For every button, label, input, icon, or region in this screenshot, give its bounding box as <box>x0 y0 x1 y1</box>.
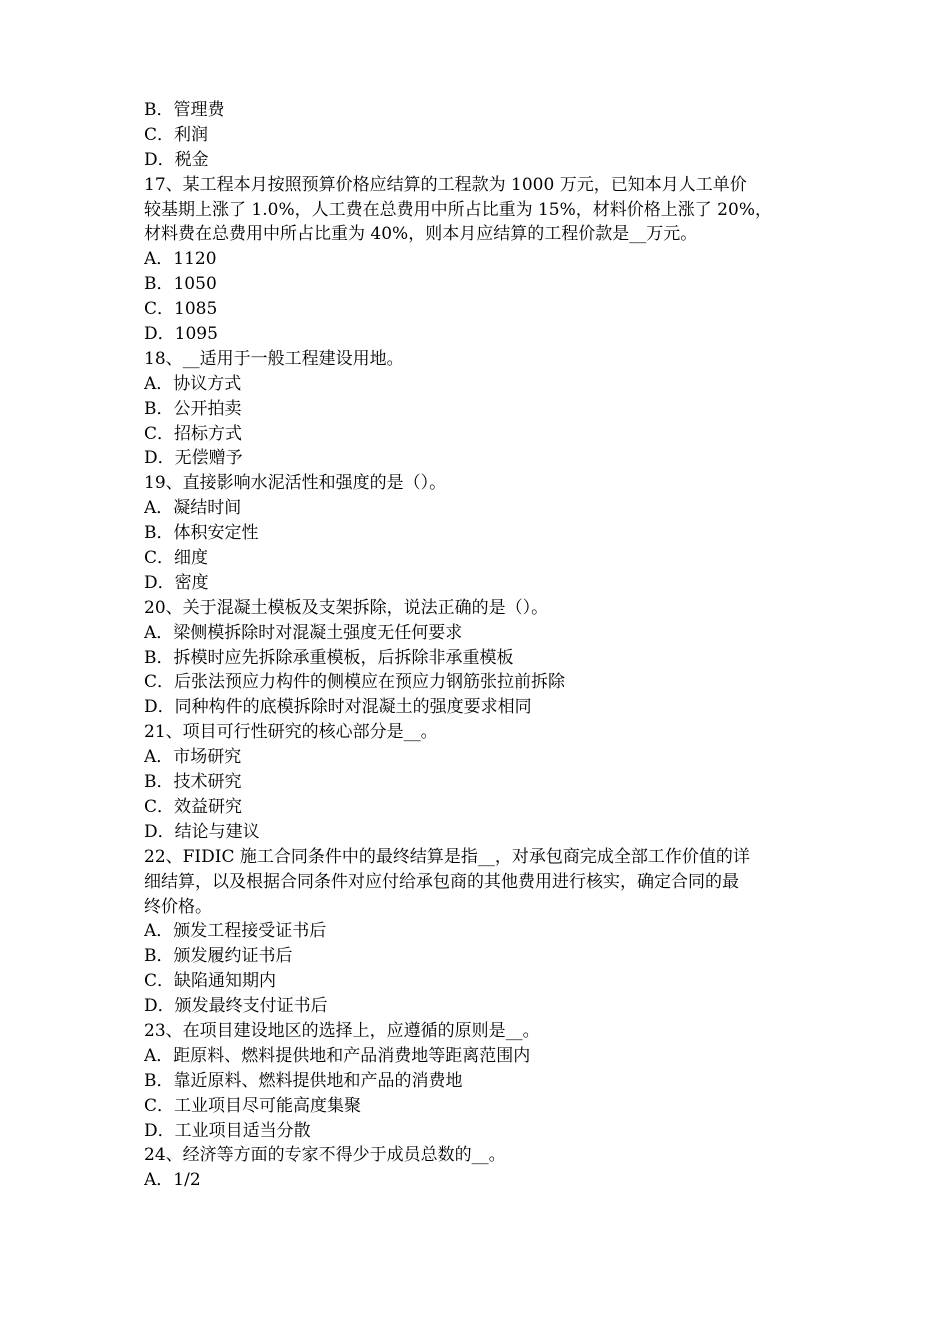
option-line: D．税金 <box>144 149 209 170</box>
question-line: 细结算，以及根据合同条件对应付给承包商的其他费用进行核实，确定合同的最 <box>144 871 739 892</box>
question-line: 24、经济等方面的专家不得少于成员总数的__。 <box>144 1145 506 1166</box>
option-line: A．1/2 <box>144 1170 201 1191</box>
option-line: C．细度 <box>144 548 209 569</box>
option-line: B．体积安定性 <box>144 523 259 544</box>
option-line: C．1085 <box>144 299 218 320</box>
question-line: 21、项目可行性研究的核心部分是__。 <box>144 722 438 743</box>
option-line: A．梁侧模拆除时对混凝土强度无任何要求 <box>144 622 463 643</box>
option-line: A．凝结时间 <box>144 498 242 519</box>
option-line: A．颁发工程接受证书后 <box>144 921 327 942</box>
option-line: D．工业项目适当分散 <box>144 1120 311 1141</box>
option-line: D．结论与建议 <box>144 821 260 842</box>
document-page <box>144 98 810 1193</box>
option-line: C．缺陷通知期内 <box>144 971 277 992</box>
option-line: C．利润 <box>144 124 209 145</box>
option-line: D．同种构件的底模拆除时对混凝土的强度要求相同 <box>144 697 532 718</box>
question-line: 18、__适用于一般工程建设用地。 <box>144 348 404 369</box>
question-line: 19、直接影响水泥活性和强度的是（）。 <box>144 473 447 494</box>
option-line: B．拆模时应先拆除承重模板，后拆除非承重模板 <box>144 647 514 668</box>
option-line: D．无偿赠予 <box>144 448 243 469</box>
option-line: A．1120 <box>144 249 217 270</box>
question-line: 材料费在总费用中所占比重为 40%，则本月应结算的工程价款是__万元。 <box>144 224 698 245</box>
option-line: B．靠近原料、燃料提供地和产品的消费地 <box>144 1070 463 1091</box>
option-line: D．颁发最终支付证书后 <box>144 996 328 1017</box>
option-line: B．颁发履约证书后 <box>144 946 293 967</box>
option-line: C．效益研究 <box>144 796 243 817</box>
question-line: 17、某工程本月按照预算价格应结算的工程款为 1000 万元，已知本月人工单价 <box>144 174 747 195</box>
question-line: 23、在项目建设地区的选择上，应遵循的原则是__。 <box>144 1020 540 1041</box>
question-line: 较基期上涨了 1.0%，人工费在总费用中所占比重为 15%，材料价格上涨了 20%， <box>144 199 772 220</box>
question-line: 终价格。 <box>144 896 212 917</box>
question-line: 20、关于混凝土模板及支架拆除，说法正确的是（）。 <box>144 597 549 618</box>
option-line: C．工业项目尽可能高度集聚 <box>144 1095 362 1116</box>
option-line: A．距原料、燃料提供地和产品消费地等距离范围内 <box>144 1045 531 1066</box>
option-line: B．管理费 <box>144 100 225 120</box>
option-line: C．后张法预应力构件的侧模应在预应力钢筋张拉前拆除 <box>144 672 566 693</box>
option-line: C．招标方式 <box>144 423 243 444</box>
option-line: D．1095 <box>144 324 218 345</box>
option-line: B．技术研究 <box>144 772 242 793</box>
option-line: B．公开拍卖 <box>144 398 242 419</box>
option-line: A．市场研究 <box>144 747 242 768</box>
question-line: 22、FIDIC 施工合同条件中的最终结算是指__，对承包商完成全部工作价值的详 <box>144 846 750 867</box>
option-line: A．协议方式 <box>144 373 242 394</box>
option-line: B．1050 <box>144 274 217 295</box>
option-line: D．密度 <box>144 572 209 593</box>
